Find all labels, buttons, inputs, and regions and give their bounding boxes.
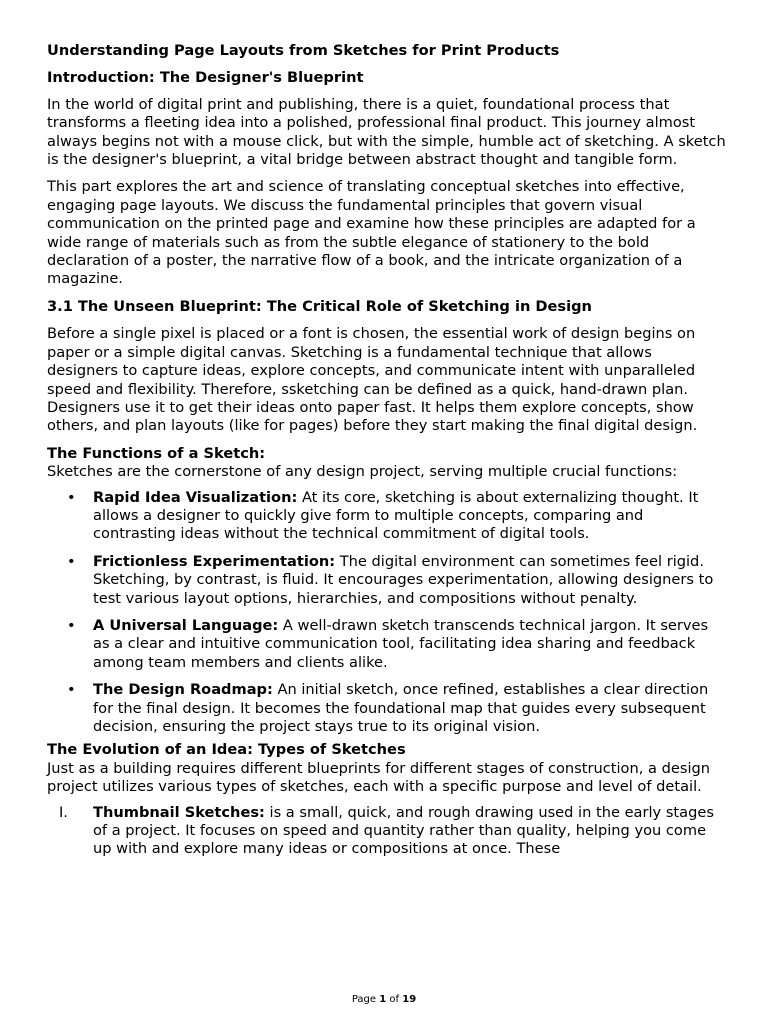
- list-item: [47, 804, 727, 859]
- list-item-text: At its core, sketching is about externalizing thought. It allows a designer to quickly give form to multiple concepts, comparing and contrasting ideas without the technical commitment of digital tools.: [93, 488, 699, 543]
- list-item-numeral: I.: [59, 803, 68, 821]
- list-item-term: Rapid Idea Visualization:: [93, 488, 298, 506]
- sketch-types-list: [47, 804, 727, 859]
- list-item-text: The digital environment can sometimes feel rigid. Sketching, by contrast, is fluid. It encourages experimentation, allowing designers to test various layout options, hierarchies, and compositions without penalty.: [93, 552, 714, 607]
- document-title: Understanding Page Layouts from Sketches for Print Products: [47, 42, 560, 59]
- list-item-text: An initial sketch, once refined, establishes a clear direction for the final design. It becomes the foundational map that guides every subsequent decision, ensuring the project stays true to its original vision.: [93, 681, 709, 735]
- list-item-term: Frictionless Experimentation:: [93, 552, 336, 570]
- list-item-text: is a small, quick, and rough drawing used in the early stages of a project. It focuses on speed and quantity rather than quality, helping you come up with and explore many ideas or compositions at once. These: [93, 803, 714, 858]
- footer-total-pages: 19: [402, 994, 417, 1005]
- footer-of-word: of: [389, 994, 400, 1005]
- bullet-icon: •: [67, 552, 76, 570]
- functions-list: [47, 489, 727, 737]
- list-item-term: Thumbnail Sketches:: [93, 803, 265, 821]
- functions-heading: The Functions of a Sketch:: [47, 444, 266, 462]
- bullet-icon: •: [67, 616, 76, 634]
- document-page: [47, 42, 727, 859]
- evolution-lead: Just as a building requires different blueprints for different stages of construction, a design project utilizes various types of sketches, each with a specific purpose and level of detail.: [47, 759, 711, 796]
- list-item: [47, 681, 727, 736]
- section-heading: 3.1 The Unseen Blueprint: The Critical Role of Sketching in Design: [47, 297, 592, 315]
- bullet-icon: •: [67, 681, 76, 699]
- list-item: [47, 489, 727, 544]
- evolution-heading: The Evolution of an Idea: Types of Sketches: [47, 741, 406, 759]
- footer-current-page: 1: [379, 994, 387, 1005]
- bullet-icon: •: [67, 488, 76, 506]
- list-item-text: A well-drawn sketch transcends technical jargon. It serves as a clear and intuitive communication tool, facilitating idea sharing and feedback among team members and clients alike.: [93, 616, 709, 671]
- intro-heading: Introduction: The Designer's Blueprint: [47, 69, 364, 87]
- list-item-term: The Design Roadmap:: [93, 681, 273, 699]
- list-item: [47, 553, 727, 608]
- section-paragraph: Before a single pixel is placed or a font is chosen, the essential work of design begins on paper or a simple digital canvas. Sketching is a fundamental technique that allows designers to capture ideas, explore concepts, and communicate intent with unparalleled speed and flexibility. Therefore, ssketching can be defined as a quick, hand-drawn plan. Designers use it to get their ideas onto paper fast. It helps them explore concepts, show others, and plan layouts (like for pages) before they start making the final digital design.: [47, 325, 698, 435]
- intro-paragraph-2: This part explores the art and science of translating conceptual sketches into effective, engaging page layouts. We discuss the fundamental principles that govern visual communication on the printed page and examine how these principles are adapted for a wide range of materials such as from the subtle elegance of stationery to the bold declaration of a poster, the narrative flow of a book, and the intricate organization of a magazine.: [47, 178, 696, 288]
- list-item: [47, 617, 727, 672]
- page-footer: [0, 994, 768, 1006]
- functions-lead: Sketches are the cornerstone of any design project, serving multiple crucial functions:: [47, 463, 678, 481]
- list-item-term: A Universal Language:: [93, 616, 279, 634]
- footer-page-word: Page: [351, 994, 377, 1005]
- intro-paragraph-1: In the world of digital print and publishing, there is a quiet, foundational process that transforms a fleeting idea into a polished, professional final product. This journey almost always begins not with a mouse click, but with the simple, humble act of sketching. A sketch is the designer's blueprint, a vital bridge between abstract thought and tangible form.: [47, 95, 726, 169]
